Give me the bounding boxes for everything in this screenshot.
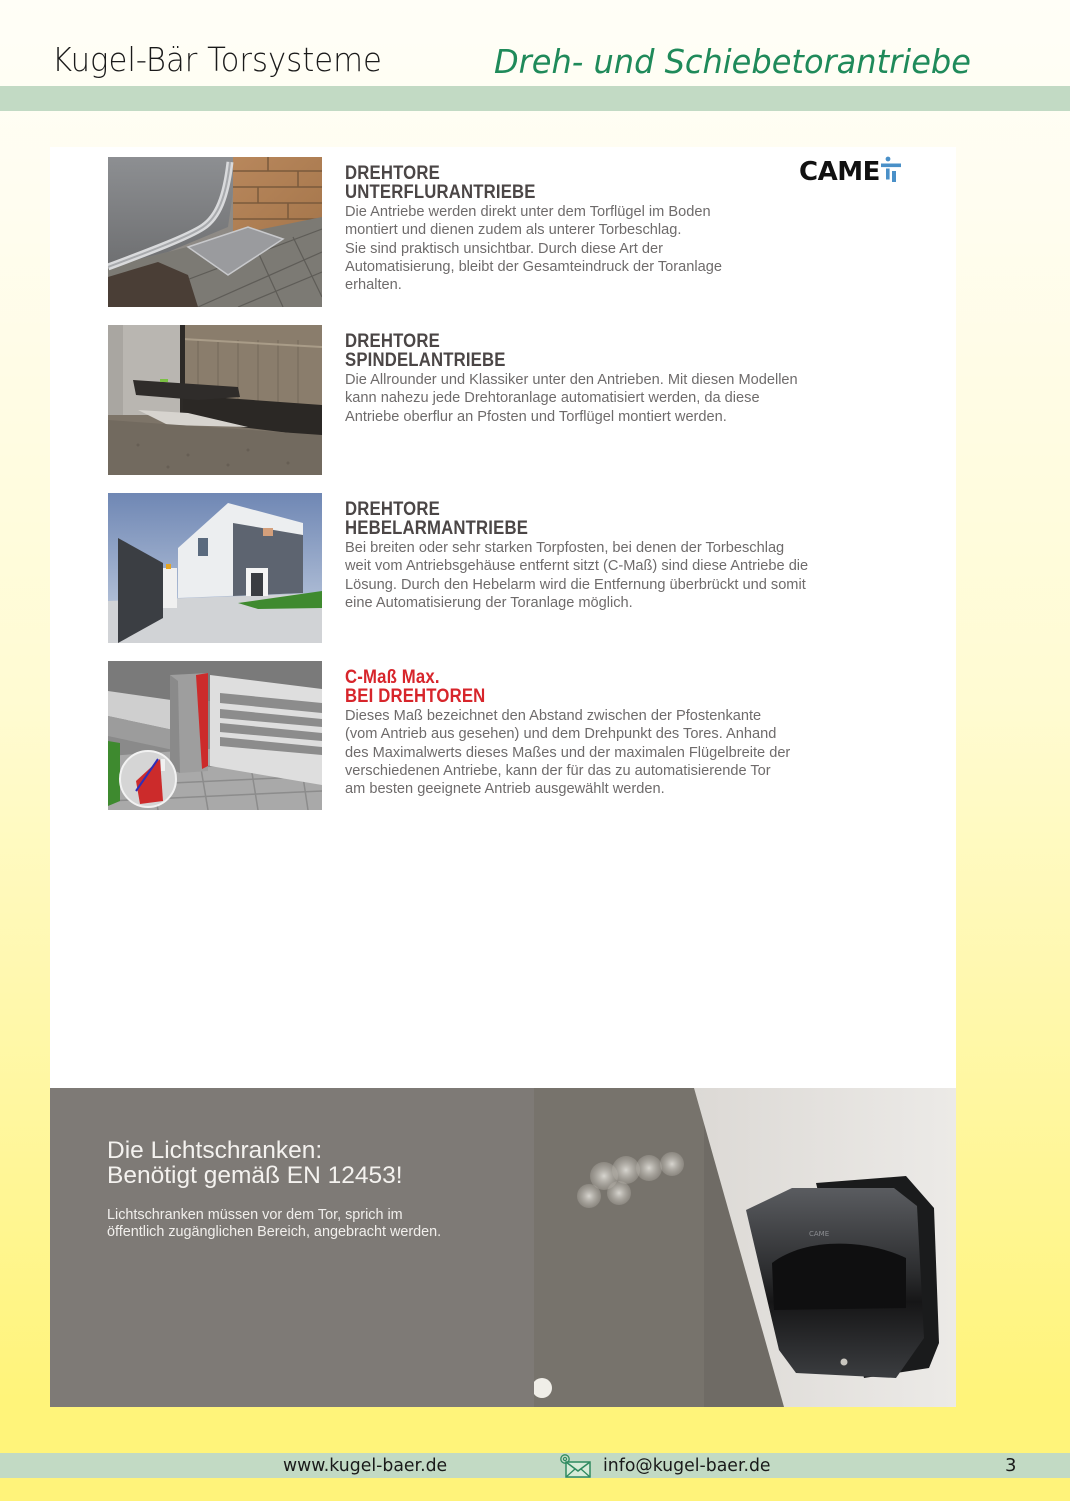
item-heading-line2: BEI DREHTOREN bbox=[345, 686, 486, 707]
item-description-line: des Maximalwerts dieses Maßes und der maximalen Flügelbreite der bbox=[345, 744, 791, 761]
came-logo: CAME bbox=[799, 157, 880, 187]
item-description-line: Die Allrounder und Klassiker unter den Antrieben. Mit diesen Modellen bbox=[345, 372, 798, 388]
item-description-line: kann nahezu jede Drehtoranlage automatisiert werden, da diese bbox=[345, 390, 760, 407]
item-description bbox=[345, 539, 845, 612]
page-number: 3 bbox=[1005, 1455, 1017, 1476]
item-description-line: weit vom Antriebsgehäuse entfernt sitzt (C-Maß) sind diese Antriebe die bbox=[345, 558, 809, 575]
item-heading-line2: HEBELARMANTRIEBE bbox=[345, 518, 529, 539]
lightbarrier-title-line2: Benötigt gemäß EN 12453! bbox=[107, 1162, 403, 1189]
item-heading-line2: UNTERFLURANTRIEBE bbox=[345, 182, 536, 203]
lightbarrier-description-line2: öffentlich zugänglichen Bereich, angebracht werden. bbox=[107, 1224, 442, 1240]
item-description-line: Sie sind praktisch unsichtbar. Durch diese Art der bbox=[345, 240, 663, 257]
photocell-sensor-photo bbox=[534, 1088, 956, 1407]
lightbarrier-title bbox=[107, 1138, 403, 1188]
section-title: Dreh- und Schiebetorantriebe bbox=[494, 42, 971, 81]
header-band bbox=[0, 86, 1070, 111]
underground-gate-drive-photo bbox=[108, 157, 322, 307]
footer-email-link[interactable]: info@kugel-baer.de bbox=[603, 1455, 771, 1476]
item-description bbox=[345, 371, 845, 426]
came-logo-mark-icon bbox=[879, 156, 903, 184]
item-description-line: Lösung. Durch den Hebelarm wird die Entfernung überbrückt und somit bbox=[345, 576, 806, 593]
item-description-line: Antriebe oberflur an Pfosten und Torflügel montiert werden. bbox=[345, 408, 727, 425]
item-description-line: erhalten. bbox=[345, 277, 402, 294]
company-name: Kugel-Bär Torsysteme bbox=[52, 40, 382, 79]
item-heading-line1: C-Maß Max. bbox=[345, 667, 440, 688]
lightbarrier-title-line1: Die Lichtschranken: bbox=[107, 1137, 323, 1164]
svg-text:CAME: CAME bbox=[809, 1230, 830, 1238]
lever-arm-drive-house-photo bbox=[108, 493, 322, 643]
email-at-icon bbox=[559, 1453, 595, 1479]
item-description-line: Automatisierung, bleibt der Gesamteindruck der Toranlage bbox=[345, 258, 722, 275]
spindle-drive-photo bbox=[108, 325, 322, 475]
content-panel bbox=[50, 147, 956, 1088]
lightbarrier-info-box bbox=[50, 1088, 534, 1407]
item-heading-line1: DREHTORE bbox=[345, 163, 440, 184]
item-description-line: am besten geeignete Antrieb ausgewählt werden. bbox=[345, 781, 665, 798]
lightbarrier-description-line1: Lichtschranken müssen vor dem Tor, sprich im bbox=[107, 1207, 403, 1223]
item-description bbox=[345, 203, 845, 294]
item-description bbox=[345, 707, 845, 798]
item-description-line: (vom Antrieb aus gesehen) und dem Drehpunkt des Tores. Anhand bbox=[345, 726, 777, 743]
item-heading-line2: SPINDELANTRIEBE bbox=[345, 350, 506, 371]
footer-band bbox=[0, 1453, 1070, 1478]
item-description-line: eine Automatisierung der Toranlage möglich. bbox=[345, 594, 633, 611]
c-dimension-diagram bbox=[108, 661, 322, 810]
item-description-line: montiert und dienen zudem als unterer Torbeschlag. bbox=[345, 222, 682, 239]
item-description-line: Die Antriebe werden direkt unter dem Torflügel im Boden bbox=[345, 204, 711, 220]
item-heading-line1: DREHTORE bbox=[345, 331, 440, 352]
item-description-line: Bei breiten oder sehr starken Torpfosten, bei denen der Torbeschlag bbox=[345, 540, 785, 556]
item-heading-line1: DREHTORE bbox=[345, 499, 440, 520]
item-description-line: verschiedenen Antriebe, kann der für das zu automatisierende Tor bbox=[345, 762, 771, 779]
footer-website-link[interactable]: www.kugel-baer.de bbox=[283, 1455, 448, 1476]
lightbarrier-description bbox=[107, 1207, 441, 1241]
item-description-line: Dieses Maß bezeichnet den Abstand zwischen der Pfostenkante bbox=[345, 708, 762, 724]
